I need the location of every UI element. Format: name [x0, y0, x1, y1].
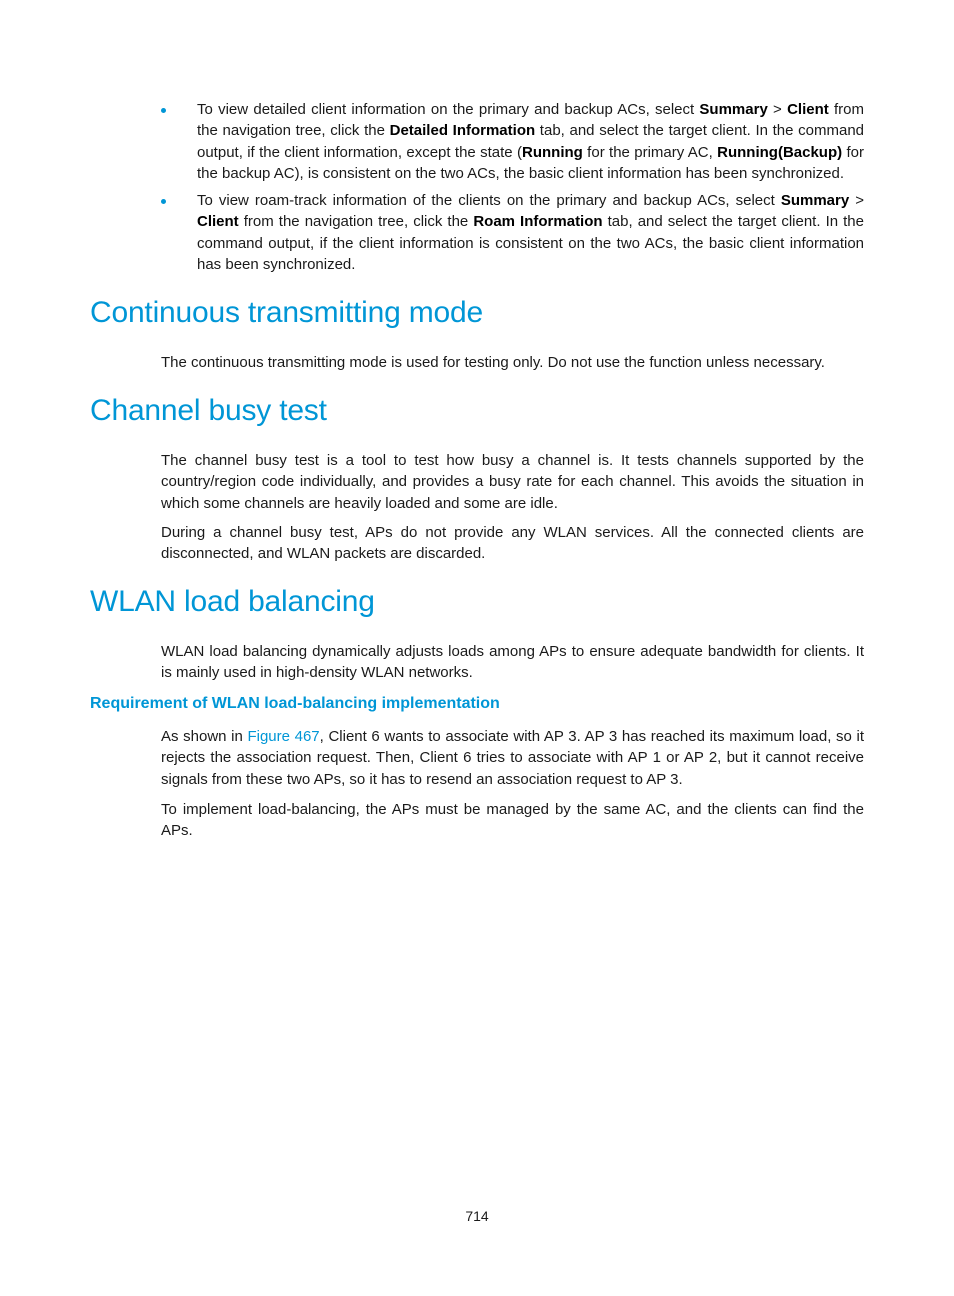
bold-term: Summary [699, 101, 768, 118]
heading-wlan-load-balancing: WLAN load balancing [90, 585, 375, 618]
bullet-text: for the primary AC, [582, 143, 718, 161]
bold-term: Summary [780, 192, 850, 210]
heading-channel-busy-test: Channel busy test [90, 394, 327, 427]
bold-term: Detailed Information [389, 122, 536, 140]
bullet-icon [161, 199, 166, 204]
bold-term: Roam Information [473, 213, 603, 231]
bullet-item [161, 190, 864, 275]
paragraph: To implement load-balancing, the APs must be managed by the same AC, and the clients can find the APs. [161, 801, 864, 840]
bullet-text: from the navigation tree, click the [238, 213, 474, 231]
bullet-text: from the navigation tree, click the [197, 101, 864, 140]
paragraph: During a channel busy test, APs do not provide any WLAN services. All the connected clients are disconnected, and WLAN packets are discarded. [161, 524, 864, 563]
bullet-list [161, 99, 864, 281]
bullet-text: To view detailed client information on the primary and backup ACs, select [197, 101, 700, 118]
page-number: 714 [465, 1208, 489, 1224]
bullet-icon [161, 108, 166, 113]
paragraph [161, 726, 864, 790]
figure-link[interactable]: Figure 467 [247, 728, 320, 745]
bold-term: Running(Backup) [717, 143, 843, 161]
paragraph-text: , Client 6 wants to associate with AP 3. AP 3 has reached its maximum load, so it rejects the association request. Then, Client 6 tries to associate with AP 1 or AP 2, but it cannot receive signals from these two APs, so it has to resend an association request to AP 3. [161, 728, 864, 788]
bullet-text: To view roam-track information of the clients on the primary and backup ACs, select [197, 192, 781, 210]
paragraph: The channel busy test is a tool to test how busy a channel is. It tests channels supported by the country/region code individually, and provides a busy rate for each channel. This avoids the situation in which some channels are heavily loaded and some are idle. [161, 452, 864, 512]
bold-term: Running [522, 143, 583, 161]
bullet-text: tab, and select the target client. In the command output, if the client information is consistent on the two ACs, the basic client information has been synchronized. [197, 213, 864, 274]
bold-term: Client [787, 101, 829, 118]
bullet-text: > [849, 192, 864, 210]
bullet-text: for the backup AC), is consistent on the two ACs, the basic client information has been synchronized. [197, 143, 864, 182]
bold-term: Client [197, 213, 239, 231]
paragraph: The continuous transmitting mode is used for testing only. Do not use the function unless necessary. [161, 354, 825, 371]
bullet-item [161, 99, 864, 184]
heading-continuous-transmitting-mode: Continuous transmitting mode [90, 296, 483, 329]
paragraph-text: As shown in [161, 728, 248, 745]
subheading-load-balancing-requirement: Requirement of WLAN load-balancing implementation [90, 695, 500, 712]
bullet-text: > [767, 101, 788, 118]
bullet-text: tab, and select the target client. In the command output, if the client information, except the state ( [197, 122, 865, 161]
paragraph: WLAN load balancing dynamically adjusts loads among APs to ensure adequate bandwidth for clients. It is mainly used in high-density WLAN networks. [161, 643, 864, 682]
